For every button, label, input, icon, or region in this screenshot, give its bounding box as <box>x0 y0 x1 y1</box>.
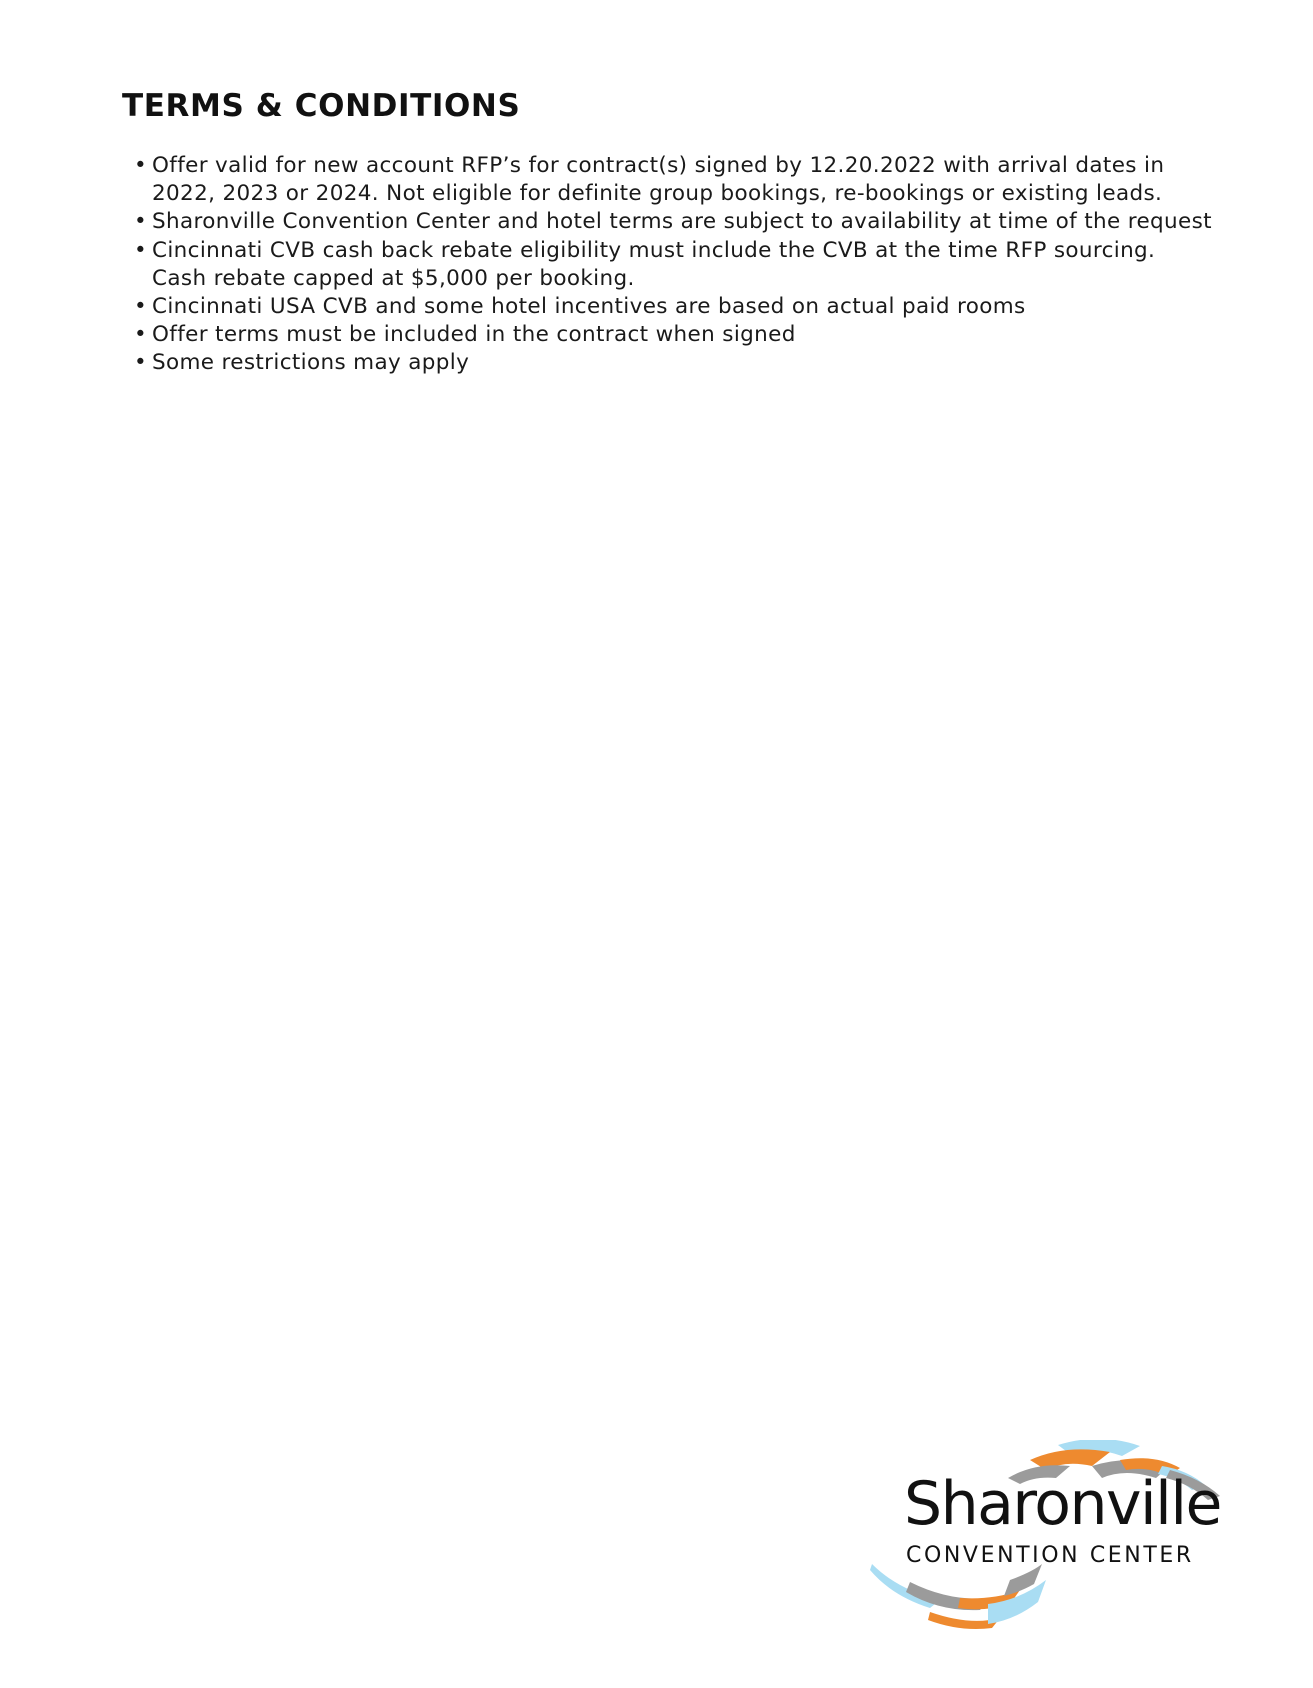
logo-subtitle: CONVENTION CENTER <box>906 1543 1194 1568</box>
bullet: • <box>134 237 148 263</box>
sharonville-logo <box>870 1440 1240 1630</box>
bullet: • <box>134 294 148 320</box>
bullet: • <box>134 209 148 235</box>
page-title: TERMS & CONDITIONS <box>122 88 521 124</box>
list-item <box>134 321 1214 349</box>
list-item <box>134 237 1214 293</box>
term-text: Sharonville Convention Center and hotel terms are subject to availability at time of the request <box>152 209 1212 235</box>
bullet: • <box>134 350 148 376</box>
bullet: • <box>134 322 148 348</box>
bullet: • <box>134 153 148 178</box>
term-text: Offer terms must be included in the contract when signed <box>152 322 796 348</box>
term-text: Offer valid for new account RFP’s for contract(s) signed by 12.20.2022 with arrival dates in 2022, 2023 or 2024. Not eligible for definite group bookings, re-bookings or existing leads. <box>152 153 1165 207</box>
terms-list <box>134 152 1214 378</box>
list-item <box>134 208 1214 236</box>
logo-wordmark: Sharonville <box>904 1469 1221 1539</box>
term-text: Cincinnati CVB cash back rebate eligibility must include the CVB at the time RFP sourcing. Cash rebate capped at $5,000 per booking. <box>152 237 1156 291</box>
list-item <box>134 152 1214 208</box>
list-item <box>134 293 1214 321</box>
list-item <box>134 349 1214 377</box>
term-text: Cincinnati USA CVB and some hotel incentives are based on actual paid rooms <box>152 294 1026 320</box>
term-text: Some restrictions may apply <box>152 350 470 376</box>
